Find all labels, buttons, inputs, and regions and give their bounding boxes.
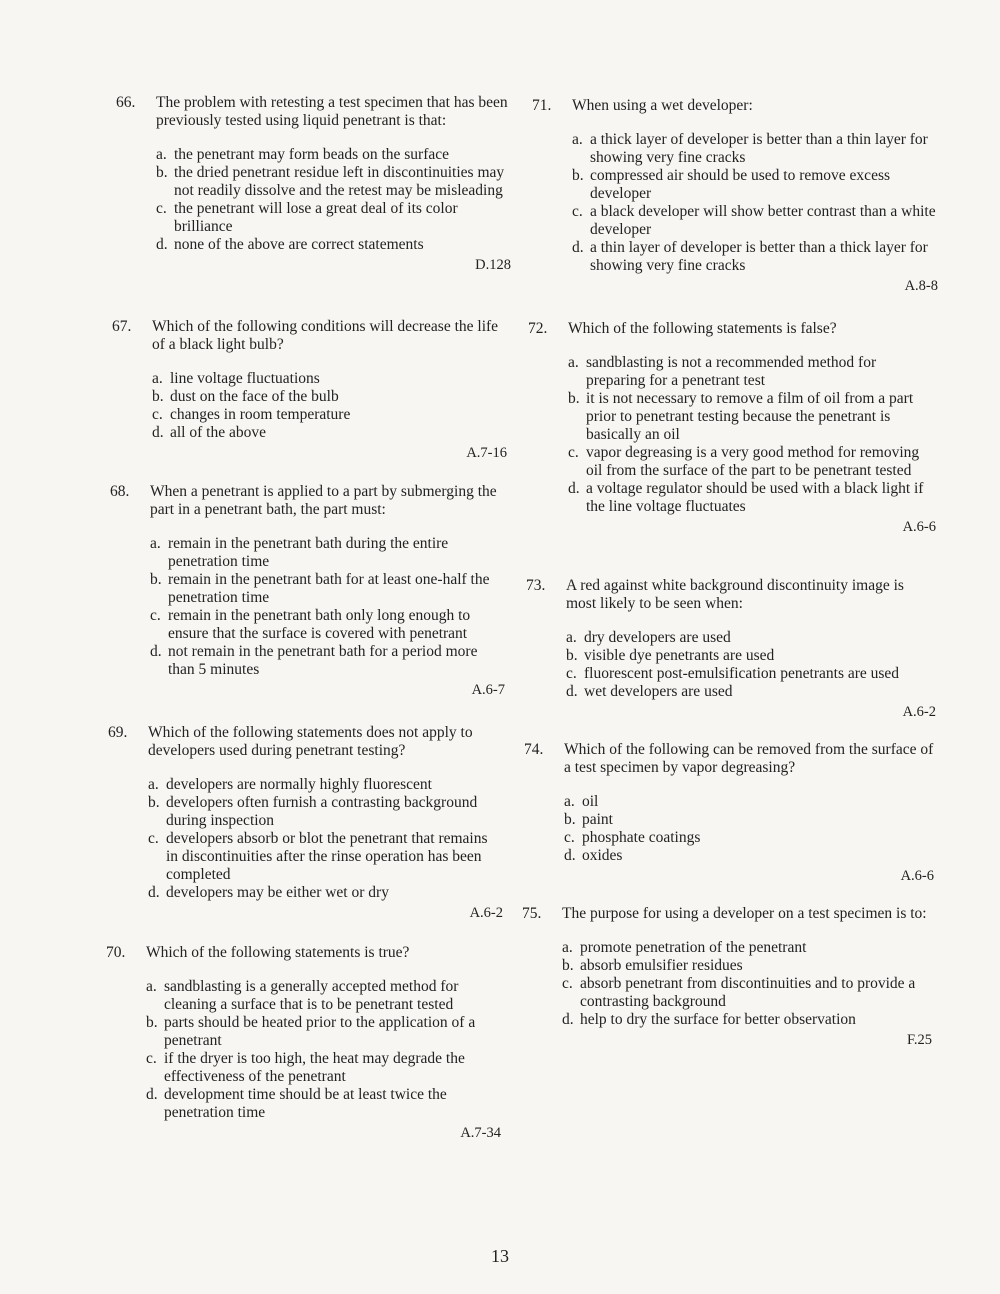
question-72 <box>528 320 936 536</box>
option-d: d. oxides <box>564 847 623 864</box>
reference-code: A.7-34 <box>460 1125 501 1141</box>
option-d: d. development time should be at least twice the penetration time <box>146 1086 447 1121</box>
option-a: a. sandblasting is a generally accepted method for cleaning a surface that is to be penetrant tested <box>146 978 459 1013</box>
options-list <box>526 629 936 701</box>
option-c: c. changes in room temperature <box>152 406 351 423</box>
question-text: The problem with retesting a test specimen that has been previously tested using liquid penetrant is that: <box>156 94 508 129</box>
question-75 <box>522 905 932 1049</box>
option-a: a. sandblasting is not a recommended method for preparing for a penetrant test <box>568 354 877 389</box>
reference-code: D.128 <box>475 257 511 273</box>
option-d: d. a voltage regulator should be used with a black light if the line voltage fluctuates <box>568 480 924 515</box>
question-text: Which of the following statements is false? <box>568 320 837 337</box>
option-a: a. oil <box>564 793 599 810</box>
option-d: d. none of the above are correct statements <box>156 236 424 253</box>
option-b: b. the dried penetrant residue left in discontinuities may not readily dissolve and the retest may be misleading <box>156 164 505 199</box>
reference-code: F.25 <box>906 1032 932 1048</box>
question-text: Which of the following statements does not apply to developers used during penetrant testing? <box>148 724 473 759</box>
option-d: d. help to dry the surface for better observation <box>562 1011 856 1028</box>
option-c: c. phosphate coatings <box>564 829 701 846</box>
question-66 <box>116 94 511 274</box>
option-b: b. remain in the penetrant bath for at least one-half the penetration time <box>150 571 490 606</box>
question-74 <box>524 741 934 885</box>
option-d: d. all of the above <box>152 424 266 441</box>
option-c: c. developers absorb or blot the penetrant that remains in discontinuities after the rinse operation has been completed <box>148 830 488 883</box>
option-a: a. developers are normally highly fluorescent <box>148 776 432 793</box>
option-c: c. remain in the penetrant bath only long enough to ensure that the surface is covered with penetrant <box>150 607 471 642</box>
question-number: 66. <box>116 94 136 111</box>
reference-code: A.7-16 <box>466 445 507 461</box>
question-71 <box>532 97 938 295</box>
option-d: d. wet developers are used <box>566 683 733 700</box>
option-a: a. remain in the penetrant bath during the entire penetration time <box>150 535 449 570</box>
page-number: 13 <box>491 1246 509 1266</box>
question-number: 72. <box>528 320 548 337</box>
option-a: a. a thick layer of developer is better than a thin layer for showing very fine cracks <box>572 131 928 166</box>
option-c: c. vapor degreasing is a very good method for removing oil from the surface of the part to be penetrant tested <box>568 444 920 479</box>
options-list <box>116 146 511 254</box>
option-b: b. it is not necessary to remove a film of oil from a part prior to penetrant testing because the penetrant is basically an oil <box>568 390 914 443</box>
option-c: c. absorb penetrant from discontinuities and to provide a contrasting background <box>562 975 916 1010</box>
options-list <box>522 939 932 1029</box>
option-c: c. the penetrant will lose a great deal of its color brilliance <box>156 200 458 235</box>
question-text: The purpose for using a developer on a test specimen is to: <box>562 905 927 922</box>
option-b: b. absorb emulsifier residues <box>562 957 743 974</box>
reference-code: A.6-7 <box>471 682 505 698</box>
option-a: a. line voltage fluctuations <box>152 370 320 387</box>
options-list <box>532 131 938 275</box>
question-text: Which of the following statements is true? <box>146 944 410 961</box>
options-list <box>112 370 507 442</box>
question-number: 67. <box>112 318 132 335</box>
reference-code: A.8-8 <box>904 278 938 294</box>
question-67 <box>112 318 507 462</box>
reference-code: A.6-6 <box>900 868 934 884</box>
option-b: b. developers often furnish a contrasting background during inspection <box>148 794 478 829</box>
question-73 <box>526 577 936 721</box>
reference-code: A.6-2 <box>469 905 503 921</box>
options-list <box>528 354 936 516</box>
question-text: A red against white background discontinuity image is most likely to be seen when: <box>566 577 904 612</box>
question-number: 69. <box>108 724 128 741</box>
question-number: 74. <box>524 741 544 758</box>
question-70 <box>106 944 501 1142</box>
option-b: b. dust on the face of the bulb <box>152 388 339 405</box>
options-list <box>110 535 505 679</box>
question-68 <box>110 483 505 699</box>
options-list <box>106 978 501 1122</box>
question-69 <box>108 724 503 922</box>
option-b: b. compressed air should be used to remove excess developer <box>572 167 891 202</box>
reference-code: A.6-6 <box>902 519 936 535</box>
question-number: 75. <box>522 905 542 922</box>
option-a: a. the penetrant may form beads on the surface <box>156 146 450 163</box>
option-c: c. a black developer will show better contrast than a white developer <box>572 203 936 238</box>
question-text: Which of the following conditions will decrease the life of a black light bulb? <box>152 318 499 353</box>
option-b: b. visible dye penetrants are used <box>566 647 775 664</box>
question-number: 70. <box>106 944 126 961</box>
option-c: c. if the dryer is too high, the heat may degrade the effectiveness of the penetrant <box>146 1050 465 1085</box>
reference-code: A.6-2 <box>902 704 936 720</box>
option-b: b. parts should be heated prior to the application of a penetrant <box>146 1014 476 1049</box>
question-number: 71. <box>532 97 552 114</box>
option-d: d. not remain in the penetrant bath for a period more than 5 minutes <box>150 643 478 678</box>
option-c: c. fluorescent post-emulsification penetrants are used <box>566 665 900 682</box>
option-d: d. developers may be either wet or dry <box>148 884 389 901</box>
option-a: a. dry developers are used <box>566 629 731 646</box>
question-text: Which of the following can be removed from the surface of a test specimen by vapor degreasing? <box>564 741 934 776</box>
option-b: b. paint <box>564 811 613 828</box>
question-text: When using a wet developer: <box>572 97 753 114</box>
question-number: 68. <box>110 483 130 500</box>
options-list <box>524 793 934 865</box>
option-a: a. promote penetration of the penetrant <box>562 939 807 956</box>
question-text: When a penetrant is applied to a part by submerging the part in a penetrant bath, the part must: <box>150 483 497 518</box>
question-number: 73. <box>526 577 546 594</box>
options-list <box>108 776 503 902</box>
option-d: d. a thin layer of developer is better than a thick layer for showing very fine cracks <box>572 239 928 274</box>
